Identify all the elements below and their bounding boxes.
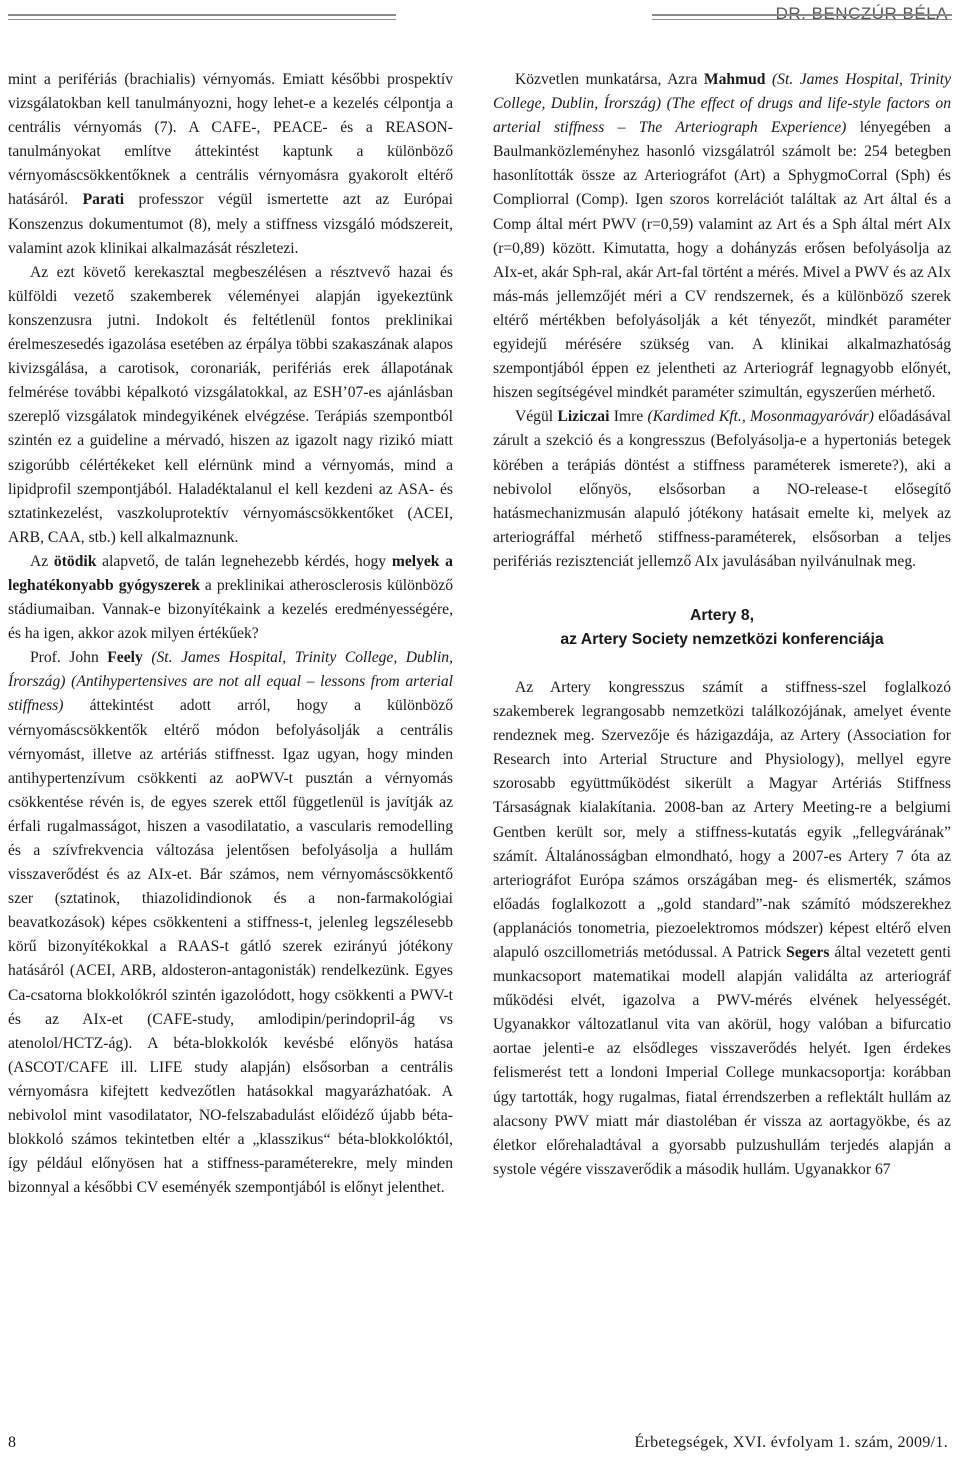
name-mahmud: Mahmud — [703, 71, 766, 88]
name-parati: Parati — [82, 191, 125, 209]
paragraph: Prof. John Feely (St. James Hospital, Trinity College, Dublin, Írország) (Antihypertensives are not all equal – lessons from arterial stiffness) áttekintést adott arról, hogy a különböző vérnyomáscsökkentők eltérő módon befolyásolják a centrális vérnyomást, illetve az artériás stiffnesst. Igaz ugyan, hogy minden antihypertenzívum csökkenti az aoPWV-t pusztán a vérnyomás csökkentése révén is, de egyes szerek ettől függetlenül is javítják az érfali rugalmasságot, hiszen a vasodilatatio, a vascularis remodelling és a szívfrekvencia változása jelentősen befolyásolja a hullám visszaverődést és az AIx-et. Bár számos, nem vérnyomáscsökkentő szer (sztatinok, thiazolidindionok és a non-farmakológiai beavatkozások) képes csökkenteni a stiffness-t, jelenleg legszélesebb körű bizonyítékokkal a RAAS-t gátló szerek ezirányú jótékony hatásáról (ACEI, ARB, aldosteron-antagonisták) rendelkezünk. Egyes Ca-csatorna blokkolókról szintén igazolódott, hogy csökkenti a PWV-t és az AIx-et (CAFE-study, amlodipin/perindopril-ág vs atenolol/HCTZ-ág). A béta-blokkolók kevésbé előnyös hatása (ASCOT/CAFE ill. LIFE study alapján) elsősorban a centrális vérnyomásra kifejtett kedvezőtlen hatásokkal magyarázhatóak. A nebivolol mint vasodilatator, NO-felszabadulást előidéző újabb béta-blokkoló számos tekintetben eltér a „klasszikus“ béta-blokkolóktól, így például előnyösen hat a stiffness-paraméterekre, mely minden bizonnyal a későbbi CV eseményék szempontjából is előnyt jelenthet. — [8, 649, 453, 1197]
paragraph: Az ezt követő kerekasztal megbeszélésen a résztvevő hazai és külföldi vezető szakemberek véleményei alapján igyekeztünk konszenzusra jutni. Indokolt és feltétlenül fontos preklinikai érelmeszesedés igazolása esetében az érpálya többi szakaszának alapos kivizsgálása, a carotisok, coronariák, perifériás erek állapotának felmérése további képalkotó vizsgálatokkal, az ESH’07-es ajánlásban szereplő vizsgálatok mindegyikének elvégzése. Terápiás szempontból szintén ez a guideline a mérvadó, hiszen az igazolt nagy rizikó miatt szigorúbb célértékeket kell elérnünk mind a vérnyomás, mind a lipidprofil szempontjából. Haladéktalanul el kell kezdeni az ASA- és sztatinkezelést, vaszkoluprotektív vérnyomáscsökkentőket (ACEI, ARB, CAA, stb.) kell alkalmaznunk. — [8, 263, 453, 546]
header-rule-left-thin — [8, 19, 396, 20]
name-segers: Segers — [786, 944, 830, 961]
name-liziczai: Liziczai — [557, 408, 610, 426]
page-number: 8 — [8, 1434, 16, 1451]
journal-citation: Érbetegségek, XVI. évfolyam 1. szám, 2009/1. — [634, 1434, 948, 1451]
page-footer — [0, 1428, 960, 1458]
paragraph: Az ötödik alapvető, de talán legnehezebb kérdés, hogy melyek a leghatékonyabb gyógyszerek a preklinikai atherosclerosis különböző stádiumaiban. Vannak-e bizonyítékaink a kezelés eredményességére, és ha igen, akkor azok milyen értékűek? — [8, 552, 453, 643]
emph-otodik: ötödik — [53, 552, 97, 570]
header-author: DR. BENCZÚR BÉLA — [775, 4, 948, 23]
paragraph: Végül Liziczai Imre (Kardimed Kft., Mosonmagyaróvár) előadásával zárult a szekció és a kongresszus (Befolyásolja-e a hypertoniás betegek körében a terápiás döntést a stiffness paraméterek ismerete?), aki a nebivolol előnyös, elsősorban a NO-release-t elősegítő hatásmechanizmusán alapuló jótékony hatásait emelte ki, melyek az arteriográffal mérhető stiffness-paraméterek, elsősorban a teljes perifériás rezisztenciát jellemző AIx javulásában nyilvánulnak meg. — [493, 408, 951, 570]
right-column — [493, 68, 951, 1182]
page-header — [0, 0, 960, 40]
paragraph: Az Artery kongresszus számít a stiffness-szel foglalkozó szakemberek legrangosabb nemzetközi találkozójának, amelyet évente rendeznek meg. Szervezője és házigazdája, az Artery (Association for Research into Arterial Structure and Physiology), mellyel egyre szorosabb együttműködést sikerült a Magyar Artériás Stiffness Társaságnak kialakítania. 2008-ban az Artery Meeting-re a belgiumi Gentben került sor, mely a stiffness-kutatás egyik „fellegvárának” számít. Általánosságban elmondható, hogy a 2007-es Artery 7 óta az arteriográfot Európa számos országában meg- és elismerték, számos előadás foglalkozott a „gold standard”-nak számító módszerekhez (applanációs tonometria, piezoelektromos módszer) képest eltérő elven alapuló oszcillometriás metódussal. A Patrick Segers által vezetett genti munkacsoport matematikai modell alapján validálta az arteriográf működési elvét, igazolva a PWV-mérés elvének helyességét. Ugyanakkor változatlanul vita van akörül, hogy valóban a bifurcatio aortae jelenti-e az elsődleges visszaverődés helyét. Igen érdekes felismerést tett a londoni Imperial College munkacsoportja: korábban úgy tartották, hogy rugalmas, fiatal érrendszerben a reflektált hullám az alacsony PWV miatt már diastoléban ér vissza az aortagyökbe, és az életkor előrehaladtával a gyorsabb pulzushullám terjedés alapján a systole végére visszaverődik a második hullám. Ugyanakkor 67 — [493, 678, 951, 1178]
header-rule-left — [8, 14, 396, 16]
paragraph: Közvetlen munkatársa, Azra Mahmud (St. James Hospital, Trinity College, Dublin, Írország) (The effect of drugs and life-style factors on arterial stiffness – The Arteriograph Experience) lényegében a Baulmanközleményhez hasonló vizsgálatról számolt be: 254 betegben hasonlították össze az Arteriográfot (Art) a SphygmoCorral (Sph) és Compliorral (Comp). Igen szoros korrelációt találtak az Art által és a Comp által mért PWV (r=0,59) valamint az Art és a Sph által mért AIx (r=0,89) között. Kimutatta, hogy a dohányzás erősen befolyásolja az AIx-et, akár Sph-ral, akár Art-fal történt a mérés. Mivel a PWV és az AIx más-más jellemzőjét méri a CV rendszernek, és a különböző szerek eltérő mértékben befolyásolják a két tényezőt, mindkét paraméter egyidejű mérésére szükség van. A klinikai alkalmazhatóság szempontjából éppen ez jelentheti az Arteriográf legnagyobb előnyét, hiszen segítségével mindkét paraméter szimultán, egyszerűen mérhető. — [493, 71, 951, 402]
header-rule-right — [652, 14, 952, 16]
left-column — [8, 68, 453, 1200]
section-title: Artery 8, az Artery Society nemzetközi konferenciája — [560, 606, 884, 648]
name-feely: Feely — [107, 649, 143, 667]
emph-question: melyek a leghatékonyabb gyógyszerek — [8, 552, 453, 594]
header-rule-right-thin — [652, 19, 952, 20]
paragraph: mint a perifériás (brachialis) vérnyomás. Emiatt későbbi prospektív vizsgálatokban kell tanulmányozni, hogy lehet-e a kezelés célpontja a centrális vérnyomás (7). A CAFE-, PEACE- és a REASON-tanulmányokat említve áttekintést kaptunk a különböző vérnyomáscsökkentőknek a centrális vérnyomásra gyakorolt eltérő hatásáról. Parati professzor végül ismertette azt az Európai Konszenzus dokumentumot (8), mely a stiffness vizsgáló módszereit, valamint azok klinikai alkalmazását részletezi. — [8, 71, 453, 257]
